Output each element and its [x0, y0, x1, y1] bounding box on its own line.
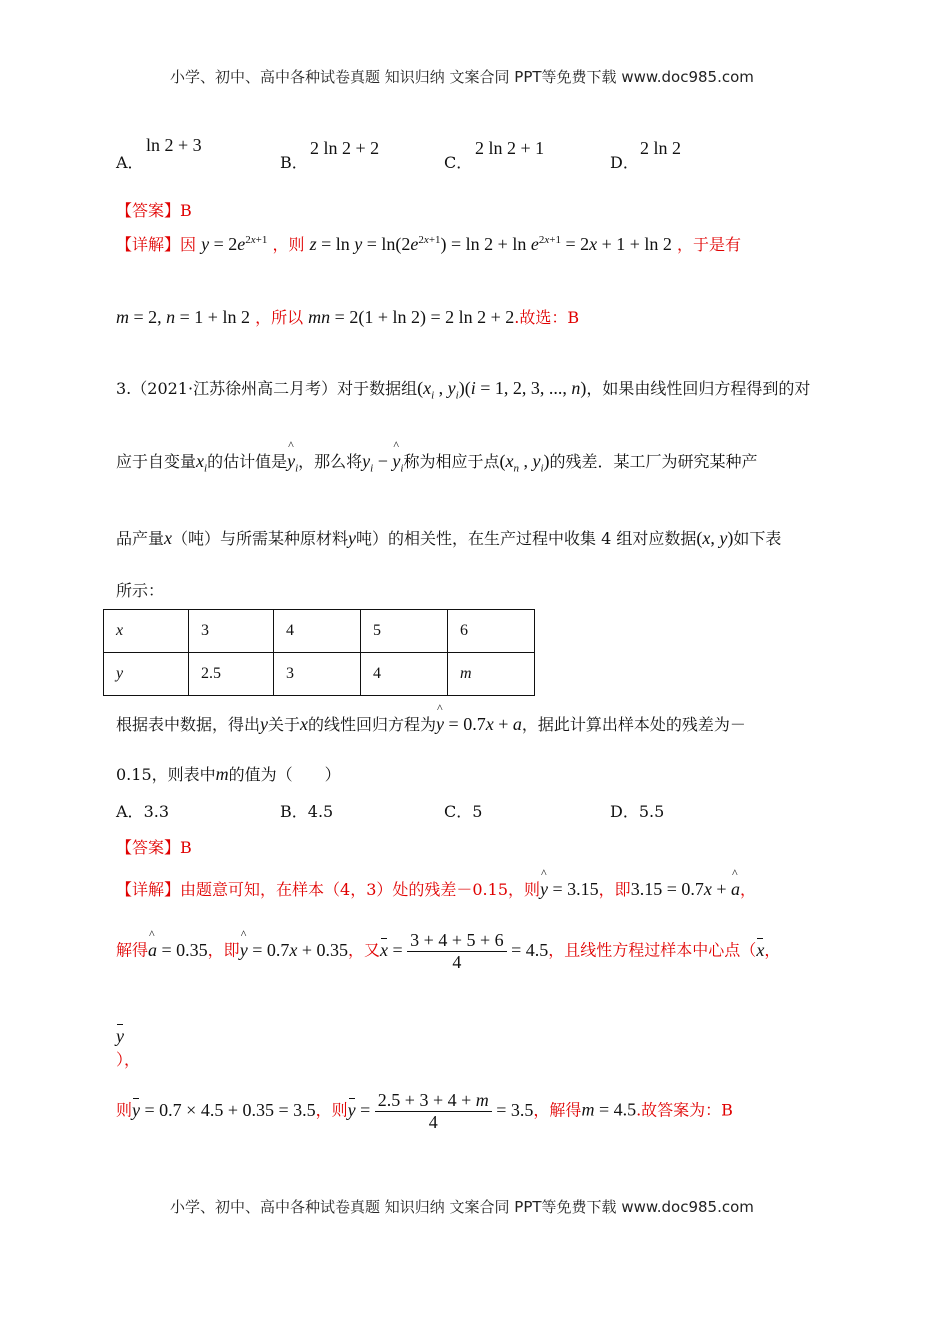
q3-option-a: A．3.3 [116, 802, 170, 821]
q3-solution-line3 [116, 1026, 140, 1070]
q2-detail-line1 [116, 232, 741, 255]
table-cell: 3 [189, 610, 274, 653]
detail-text: 因 [180, 235, 197, 254]
stem-text: ，那么将 [298, 452, 363, 471]
formula: x [756, 939, 765, 960]
formula: y = 0.7 × 4.5 + 0.35 = 3.5 [132, 1099, 316, 1120]
table-cell: 4 [361, 653, 448, 696]
q3-stem-line3 [116, 526, 781, 549]
stem-text: 的残差．某工厂为研究某种产 [549, 452, 758, 471]
formula: $y = 2e^{2x+1}$ [201, 234, 268, 254]
formula: m = 4.5 [581, 1099, 637, 1120]
table-cell: 6 [448, 610, 535, 653]
stem-text: 应于自变量 [116, 452, 197, 471]
stem-text: （吨）与所需某种原材料 [172, 529, 349, 548]
formula: $z = \ln y = \ln(2e^{2x+1}) = \ln 2 + \ln e^{2x+1} = 2x + 1 + \ln 2$ [309, 234, 672, 254]
q2-option-c-value: 2 ln 2 + 1 [475, 138, 545, 158]
detail-text: .故选：B [514, 308, 580, 327]
q3-solution-line2 [116, 930, 780, 973]
table-cell: 4 [274, 610, 361, 653]
q2-option-d-label: D． [610, 153, 639, 172]
table-row [104, 610, 535, 653]
detail-text: ，所以 [255, 308, 304, 327]
table-cell: m [448, 653, 535, 696]
detail-text: ，且线性方程过样本中心点（ [548, 940, 757, 960]
detail-text: ，则 [272, 235, 305, 254]
table-cell: y [104, 653, 189, 696]
q3-solution-line4 [116, 1090, 733, 1133]
formula: x [300, 714, 309, 734]
q2-option-a-value: ln 2 + 3 [146, 135, 202, 155]
stem-text: 如下表 [733, 529, 782, 548]
q2-option-c-label: C． [444, 153, 473, 172]
detail-text: 则 [116, 1100, 133, 1120]
stem-text: 品产量 [116, 529, 165, 548]
q3-stem-line5 [116, 712, 746, 735]
page-header: 小学、初中、高中各种试卷真题 知识归纳 文案合同 PPT等免费下载 www.doc985.com [170, 68, 754, 86]
stem-text: 根据表中数据，得出 [116, 715, 261, 734]
table-cell: x [104, 610, 189, 653]
stem-text: 的线性回归方程为 [308, 715, 437, 734]
q2-option-b-value: 2 ln 2 + 2 [310, 138, 380, 158]
detail-text: 解得 [116, 940, 149, 960]
q3-data-table [103, 609, 535, 696]
table-row [104, 653, 535, 696]
formula: ^ a = 0.35 [148, 940, 208, 960]
formula: mn = 2(1 + ln 2) = 2 ln 2 + 2 [308, 307, 515, 327]
table-cell: 3 [274, 653, 361, 696]
stem-text: 3.（2021·江苏徐州高二月考）对于数据组 [116, 379, 418, 398]
table-cell: 5 [361, 610, 448, 653]
q3-answer: 【答案】B [116, 838, 192, 857]
detail-text: ，于是有 [677, 235, 742, 254]
q3-option-c: C．5 [444, 802, 483, 821]
table-cell: 2.5 [189, 653, 274, 696]
q2-option-b-label: B． [280, 153, 308, 172]
detail-text: ，解得 [533, 1100, 582, 1120]
formula: $x_i$ [196, 451, 208, 475]
formula: 3.15 = 0.7x + ^ a [631, 879, 740, 899]
formula: x [164, 528, 173, 548]
stem-text: ，据此计算出样本处的残差为－ [521, 715, 746, 734]
formula: ^ $y_i$ [287, 451, 298, 475]
q2-answer: 【答案】B [116, 201, 192, 220]
stem-text: 的值为（ ） [228, 765, 341, 784]
formula: ^ y = 0.7x + 0.35 [240, 940, 348, 960]
stem-text: 称为相应于点 [403, 452, 500, 471]
q3-stem-line4: 所示： [116, 581, 165, 600]
formula: ($x_n$ , $y_i$) [499, 451, 550, 475]
q3-stem-line1 [116, 376, 810, 402]
formula: $y_i$ − ^ $y_i$ [362, 451, 403, 471]
q2-detail-line2 [116, 305, 579, 328]
formula: ^ y = 0.7x + a [436, 714, 522, 734]
q2-option-d-value: 2 ln 2 [640, 138, 682, 158]
detail-text: ，则 [315, 1100, 348, 1120]
q3-solution-line1 [116, 877, 756, 900]
detail-tag: 【详解】 [116, 880, 181, 899]
formula: m = 2, n = 1 + ln 2 [116, 307, 250, 327]
formula: ^ y = 3.15 [540, 879, 599, 899]
formula: m [215, 764, 229, 784]
stem-text: 关于 [268, 715, 301, 734]
detail-text: ）， [116, 1050, 141, 1069]
stem-text: 0.15，则表中 [116, 765, 216, 784]
q3-option-b: B．4.5 [280, 802, 334, 821]
detail-text: ，即 [598, 880, 631, 899]
detail-text: ， [764, 940, 781, 960]
detail-text: 由题意可知，在样本（4，3）处的残差－0.15，则 [180, 880, 541, 899]
detail-text: ，即 [207, 940, 240, 960]
formula: y [348, 528, 357, 548]
stem-text: 吨）的相关性，在生产过程中收集 4 组对应数据 [356, 529, 697, 548]
q3-stem-line2 [116, 449, 758, 475]
detail-text: .故答案为：B [636, 1100, 733, 1120]
q2-option-a-label: A． [116, 153, 144, 172]
formula: (x, y) [696, 528, 734, 548]
q3-option-d: D．5.5 [610, 802, 665, 821]
formula: ($x_i$ , $y_i)(i = 1$, 2, 3, ..., n) [417, 378, 587, 402]
stem-text: 的估计值是 [207, 452, 288, 471]
detail-tag: 【详解】 [116, 235, 181, 254]
formula: x = $\frac{3 + 4 + 5 + 6}{4}$ = 4.5 [380, 930, 549, 972]
detail-text: ，又 [348, 940, 381, 960]
q3-stem-line6 [116, 762, 341, 785]
formula: y [260, 714, 269, 734]
page-footer: 小学、初中、高中各种试卷真题 知识归纳 文案合同 PPT等免费下载 www.doc985.com [170, 1198, 754, 1216]
formula: y = $\frac{2.5 + 3 + 4 + m}{4}$ = 3.5 [347, 1090, 534, 1132]
detail-text: ， [740, 880, 757, 899]
stem-text: ，如果由线性回归方程得到的对 [586, 379, 811, 398]
formula: y [116, 1026, 124, 1046]
